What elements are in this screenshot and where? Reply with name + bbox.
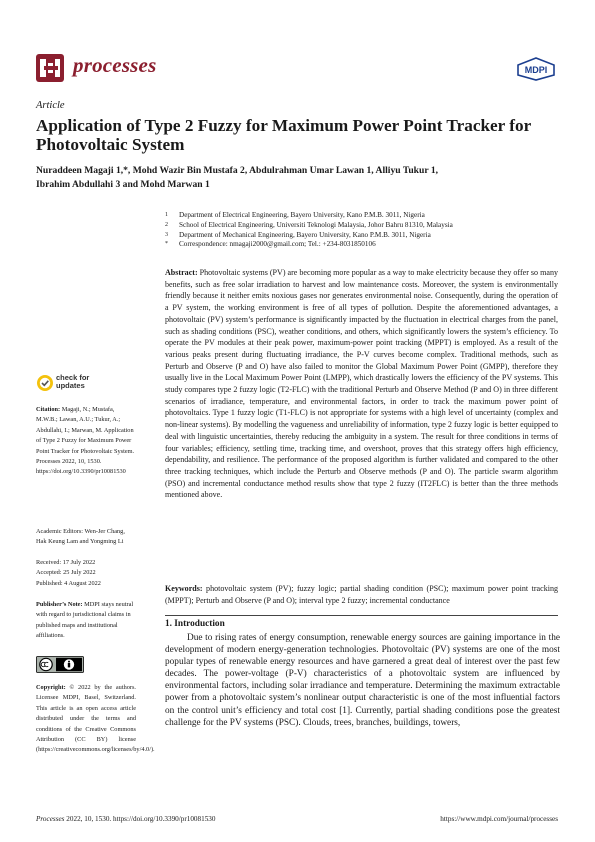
affiliation	[165, 240, 565, 250]
abstract	[165, 267, 558, 501]
journal-name: processes	[73, 53, 157, 77]
mdpi-logo-icon	[516, 57, 556, 81]
footer-citation-text[interactable]: 2022, 10, 1530. https://doi.org/10.3390/pr10081530	[66, 815, 216, 823]
affiliation	[165, 231, 565, 241]
affiliation-number: 2	[165, 221, 168, 228]
check-updates-line-2: updates	[56, 381, 85, 390]
citation-label: Citation:	[36, 406, 61, 413]
copyright-notice	[36, 683, 155, 756]
affiliation	[165, 211, 565, 221]
affiliation-text: Department of Electrical Engineering, Bayero University, Kano P.M.B. 3011, Nigeria	[179, 211, 425, 219]
affiliation-text: Department of Mechanical Engineering, Bayero University, Kano P.M.B. 3011, Nigeria	[179, 230, 431, 239]
section-divider	[165, 615, 558, 616]
author-list	[36, 164, 566, 192]
check-for-updates-badge[interactable]	[36, 374, 116, 398]
keywords-text: photovoltaic system (PV); fuzzy logic; partial shading condition (PSC); maximum power point tracking (MPPT); Perturb and Observe (P and O); interval type 2 fuzzy; incremental conductance	[165, 584, 558, 605]
publisher-note-text: MDPI stays neutral with regard to jurisdictional claims in published maps and institutional affiliations.	[36, 601, 134, 640]
footer-url[interactable]: https://www.mdpi.com/journal/processes	[440, 815, 558, 823]
publisher-note	[36, 600, 136, 642]
publication-dates	[36, 558, 136, 589]
author-line-1: Nuraddeen Magaji 1,*, Mohd Wazir Bin Mustafa 2, Abdulrahman Umar Lawan 1, Alliyu Tukur 1,	[36, 165, 439, 176]
keywords-label: Keywords:	[165, 584, 203, 593]
published-date: Published: 4 August 2022	[36, 579, 101, 587]
abstract-text: Photovoltaic systems (PV) are becoming more popular as a way to make electricity because they offer so many benefits, such as free solar irradiation to harvest and low maintenance costs. Moreover, the system is environmentally friendly because it neither emits noxious gases nor generates environmental noise. Consequently, during the operation of a PV system, the working environment is free of all types of pollution. Despite the aforementioned advantages, a photovoltaic (PV) system’s performance is significantly impacted by the fluctuation in electrical charges from the panel, such as shading conditions (PSC), weather conditions, and others, which significantly lowers the system’s efficiency. To operate the PV modules at their peak power, maximum-power point tracking (MPPT) is employed. As a result of the various peaks present during fluctuating irradiance, the P-V curves become complex. Traditional methods, such as Perturb and Observe (P and O) have also failed to monitor the Global Maximum Power Point (GMPP), therefore they usually live in the Local Maximum Power Point (LMPP), which drastically lowers the efficiency of the PV systems. This study compares type 2 fuzzy logic (T2-FLC) with the traditional Perturb and Observe Method (P and O) in three different scenarios of irradiance, temperature, and environmental factors, in order to track the maximum power point of photovoltaics. Type 1 fuzzy logic (T1-FLC) is not appropriate for systems with a high level of uncertainty (complex and non-linear systems). By modelling the vagueness and unreliability of information, type 2 fuzzy logic is better equipped to deal with linguistic uncertainties, thereby reducing the ambiguity in a system. The result for three conditions in terms of four variables; efficiency, settling time, tracking time, and overshoot, proves that this strategy offers high efficiency, dependability, and resilience. The performance of the proposed algorithm is further validated and compared to the other three tracking techniques, which include the Perturb and Observe methods (P and O). The particle swarm algorithm (PSO) and incremental conductance method results show that type 2 fuzzy (IT2FLC) is better than the three methods mentioned above.	[165, 268, 558, 500]
affiliation-number: 3	[165, 231, 168, 238]
introduction-body	[165, 632, 560, 729]
affiliation-text: School of Electrical Engineering, Universiti Teknologi Malaysia, Johor Bahru 81310, Malaysia	[179, 220, 453, 229]
processes-journal-logo-icon	[36, 54, 64, 82]
check-updates-line-1: check for	[56, 373, 90, 382]
footer-journal: Processes	[36, 815, 65, 823]
abstract-label: Abstract:	[165, 268, 198, 277]
affiliation	[165, 221, 565, 231]
paper-title: Application of Type 2 Fuzzy for Maximum Power Point Tracker for Photovoltaic System	[36, 116, 531, 154]
check-updates-icon	[36, 374, 54, 392]
cc-by-license-icon[interactable]	[36, 656, 84, 673]
mdpi-logo-text: MDPI	[524, 65, 548, 75]
correspondence-text[interactable]: Correspondence: nmagaji2000@gmail.com; Tel.: +234-8031850106	[179, 240, 376, 249]
check-updates-text	[56, 374, 89, 390]
keywords	[165, 583, 558, 606]
affiliation-number: *	[165, 241, 168, 248]
introduction-paragraph: Due to rising rates of energy consumption, renewable energy sources are gaining importance in the development of modern energy-generation technologies. Photovoltaic (PV) systems are one of the most popular types of renewable energy resources and have garnered a great deal of interest over the past few decades. The power-voltage (P-V) characteristics of a photovoltaic system are influenced by environmental factors, including solar irradiance and temperature. Determining the maximum extractable power from a photovoltaic system’s nonlinear output characteristic is one of the most influential factors on the control unit’s efficiency and total cost [1]. Currently, partial shading conditions pose the greatest challenge for the PV systems (PSC). Clouds, trees, branches, buildings, towers,	[165, 633, 560, 728]
academic-editors: Academic Editors: Wen-Jer Chang, Hak Keung Lam and Yongming Li	[36, 528, 125, 546]
accepted-date: Accepted: 25 July 2022	[36, 569, 96, 577]
affiliation-number: 1	[165, 212, 168, 218]
affiliations	[165, 211, 565, 250]
introduction-heading: 1. Introduction	[165, 619, 225, 629]
publisher-note-label: Publisher’s Note:	[36, 601, 83, 608]
copyright-text: © 2022 by the authors. Licensee MDPI, Basel, Switzerland. This article is an open access article distributed under the terms and conditions of the Creative Commons Attribution (CC BY) license (https://creativecommons.org/licenses/by/4.0/).	[36, 684, 155, 754]
author-line-2: Ibrahim Abdullahi 3 and Mohd Marwan 1	[36, 179, 210, 190]
article-type: Article	[36, 100, 65, 111]
copyright-label: Copyright:	[36, 684, 66, 691]
citation-block	[36, 405, 136, 478]
citation-text: Magaji, N.; Mustafa, M.W.B.; Lawan, A.U.; Tukur, A.; Abdullahi, I.; Marwan, M. Application of Type 2 Fuzzy for Maximum Power Point Tracker for Photovoltaic System. Processes 2022, 10, 1530. https://doi.org/10.3390/pr10081530	[36, 406, 135, 476]
footer-citation	[36, 815, 216, 823]
received-date: Received: 17 July 2022	[36, 559, 96, 566]
